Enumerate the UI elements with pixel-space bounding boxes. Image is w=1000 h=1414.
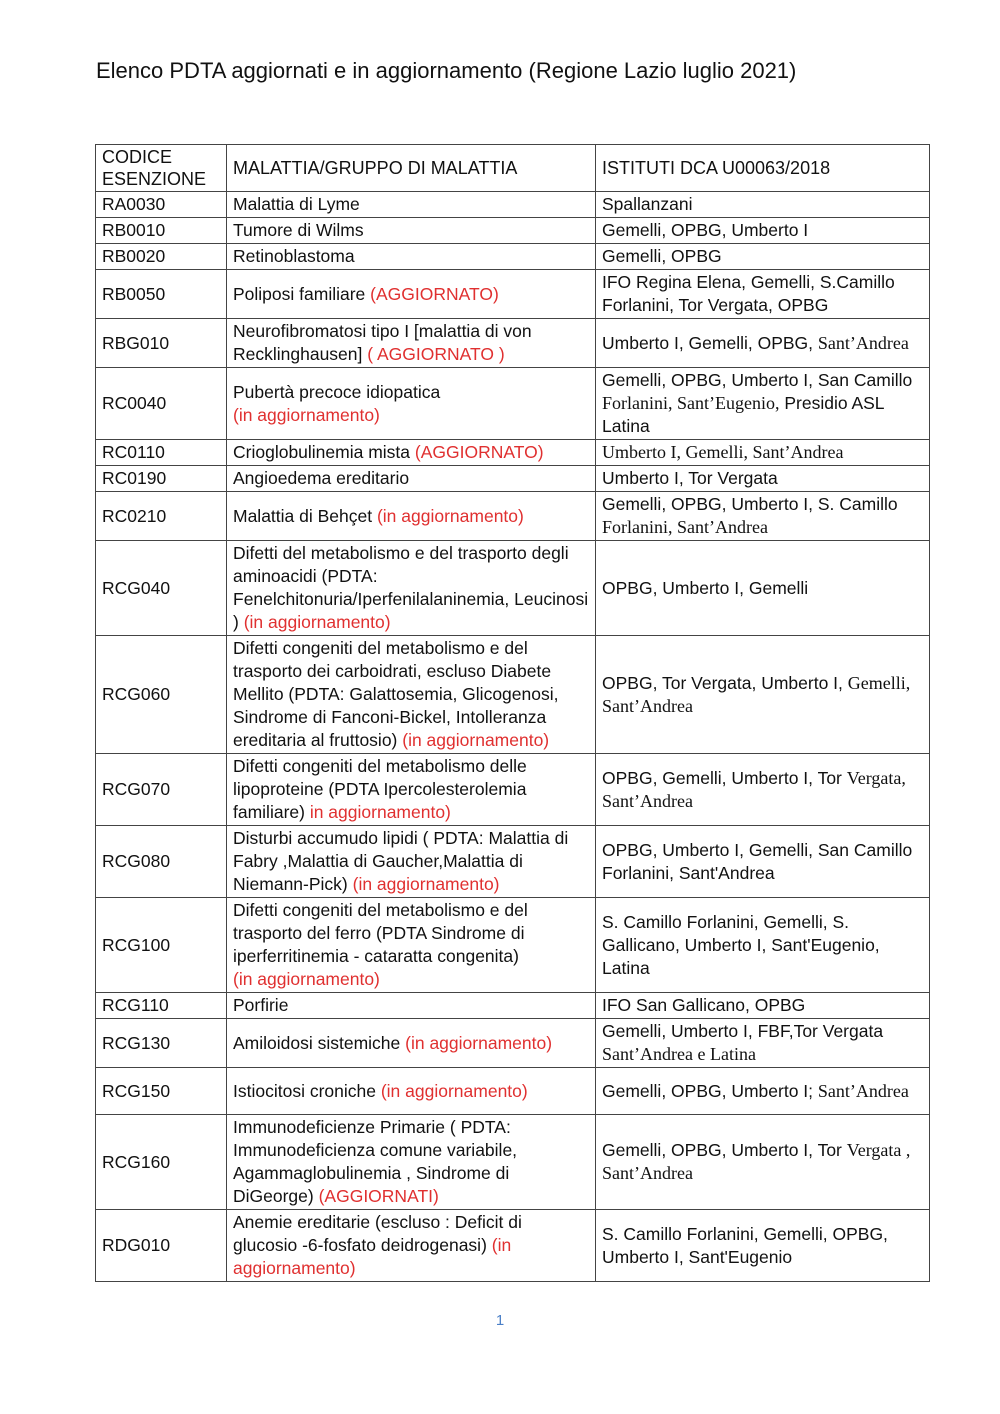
status-label: (in aggiornamento): [376, 505, 524, 526]
cell-codice: RC0190: [96, 466, 227, 492]
cell-malattia: [227, 993, 596, 1019]
disease-name: Neurofibromatosi tipo I [malattia di von Recklinghausen]: [233, 321, 532, 364]
cell-malattia: [227, 754, 596, 826]
cell-codice: RCG060: [96, 636, 227, 754]
table-row: [96, 270, 930, 319]
status-label: (in aggiornamento): [402, 730, 550, 750]
cell-istituti: [596, 993, 930, 1019]
cell-codice: RB0010: [96, 218, 227, 244]
cell-codice: RCG160: [96, 1115, 227, 1210]
table-row: [96, 492, 930, 541]
cell-malattia: [227, 319, 596, 368]
cell-malattia: [227, 898, 596, 993]
institutes-text: Umberto I, Tor Vergata: [602, 468, 778, 488]
cell-codice: RA0030: [96, 192, 227, 218]
cell-codice: RCG130: [96, 1019, 227, 1068]
disease-name: Disturbi accumudo lipidi ( PDTA: Malattia di Fabry ,Malattia di Gaucher,Malattia di Niemann-Pick): [233, 828, 569, 894]
table-row: [96, 1068, 930, 1115]
status-label: (in aggiornamento): [233, 969, 380, 989]
cell-malattia: [227, 218, 596, 244]
cell-malattia: [227, 1068, 596, 1115]
header-code-line2: ESENZIONE: [102, 169, 207, 189]
institutes-text: Sant’Andrea: [817, 332, 909, 353]
cell-istituti: [596, 826, 930, 898]
status-label: (in aggiornamento): [352, 874, 500, 894]
cell-istituti: [596, 541, 930, 636]
institutes-text: Forlanini, Sant’Eugenio,: [602, 393, 780, 413]
cell-codice: RCG150: [96, 1068, 227, 1115]
cell-istituti: [596, 270, 930, 319]
status-label: (in aggiornamento): [233, 404, 380, 425]
table-row: [96, 754, 930, 826]
institutes-text: Umberto I, Gemelli, Sant’Andrea: [602, 442, 844, 462]
institutes-text: OPBG, Gemelli, Umberto I, Tor: [602, 767, 847, 788]
disease-name: Malattia di Lyme: [233, 194, 360, 214]
cell-istituti: [596, 218, 930, 244]
cell-malattia: [227, 1210, 596, 1282]
header-code-line1: CODICE: [102, 147, 173, 167]
disease-name: Tumore di Wilms: [233, 220, 364, 240]
cell-istituti: [596, 440, 930, 466]
cell-malattia: [227, 270, 596, 319]
cell-istituti: [596, 492, 930, 541]
table-row: [96, 368, 930, 440]
cell-istituti: [596, 244, 930, 270]
institutes-text: Sant’Andrea e Latina: [602, 1044, 756, 1064]
institutes-text: OPBG, Umberto I, Gemelli: [602, 577, 809, 598]
institutes-text: Gemelli, OPBG, Umberto I: [602, 220, 809, 240]
institutes-text: Gemelli, Umberto I, FBF,Tor Vergata: [602, 1021, 884, 1041]
cell-codice: RB0020: [96, 244, 227, 270]
disease-name: Difetti congeniti del metabolismo delle lipoproteine (PDTA Ipercolesterolemia familiare): [233, 756, 527, 822]
cell-codice: RCG100: [96, 898, 227, 993]
disease-name: Immunodeficienze Primarie ( PDTA: Immunodeficienza comune variabile, Agammaglobulinemia , Sindrome di DiGeorge): [233, 1117, 518, 1206]
cell-istituti: [596, 1115, 930, 1210]
cell-codice: RC0210: [96, 492, 227, 541]
cell-istituti: [596, 1068, 930, 1115]
cell-codice: RCG070: [96, 754, 227, 826]
status-label: (AGGIORNATO): [370, 283, 499, 304]
cell-istituti: [596, 1210, 930, 1282]
page-number: 1: [495, 1312, 505, 1329]
table-body: [96, 192, 930, 1282]
table-row: [96, 826, 930, 898]
institutes-text: Gemelli, OPBG, Umberto I, San Camillo: [602, 370, 913, 390]
disease-name: Anemie ereditarie (escluso : Deficit di glucosio -6-fosfato deidrogenasi): [233, 1212, 522, 1255]
cell-istituti: [596, 192, 930, 218]
table-row: [96, 192, 930, 218]
cell-istituti: [596, 466, 930, 492]
institutes-text: S. Camillo Forlanini, Gemelli, OPBG, Umberto I, Sant'Eugenio: [602, 1223, 888, 1267]
institutes-text: OPBG, Umberto I, Gemelli, San Camillo Forlanini, Sant'Andrea: [602, 839, 913, 883]
header-istituti: ISTITUTI DCA U00063/2018: [596, 145, 930, 192]
header-codice-esenzione: [96, 145, 227, 192]
status-label: (in aggiornamento): [233, 1235, 512, 1278]
table-row: [96, 1115, 930, 1210]
cell-istituti: [596, 898, 930, 993]
disease-name: Crioglobulinemia mista: [233, 442, 415, 462]
table-row: [96, 1210, 930, 1282]
table-header-row: [96, 145, 930, 192]
cell-istituti: [596, 754, 930, 826]
cell-codice: RC0040: [96, 368, 227, 440]
disease-name: Istiocitosi croniche: [233, 1080, 381, 1101]
disease-name: Malattia di Behçet: [233, 505, 377, 526]
cell-codice: RDG010: [96, 1210, 227, 1282]
table-row: [96, 993, 930, 1019]
institutes-text: Gemelli, Sant’Andrea: [602, 672, 911, 716]
institutes-text: IFO Regina Elena, Gemelli, S.Camillo Forlanini, Tor Vergata, OPBG: [602, 272, 895, 315]
cell-codice: RC0110: [96, 440, 227, 466]
disease-name: Amiloidosi sistemiche: [233, 1032, 406, 1053]
status-label: (in aggiornamento): [243, 612, 391, 632]
cell-codice: RB0050: [96, 270, 227, 319]
disease-name: Difetti congeniti del metabolismo e del trasporto del ferro (PDTA Sindrome di iperferritinemia - cataratta congenita): [233, 900, 528, 966]
table-row: [96, 440, 930, 466]
cell-istituti: [596, 1019, 930, 1068]
cell-malattia: [227, 368, 596, 440]
page-title: Elenco PDTA aggiornati e in aggiornamento (Regione Lazio luglio 2021): [96, 58, 797, 83]
institutes-text: Presidio ASL Latina: [602, 393, 884, 436]
institutes-text: OPBG, Tor Vergata, Umberto I,: [602, 672, 848, 693]
institutes-text: Forlanini, Sant’Andrea: [602, 517, 768, 537]
cell-malattia: [227, 192, 596, 218]
disease-name: Retinoblastoma: [233, 246, 355, 266]
institutes-text: Gemelli, OPBG, Umberto I, Tor: [602, 1140, 847, 1160]
status-label: ( AGGIORNATO ): [367, 344, 505, 364]
cell-codice: RCG080: [96, 826, 227, 898]
table-row: [96, 541, 930, 636]
pdta-table: [95, 144, 930, 1282]
table-row: [96, 898, 930, 993]
disease-name: Pubertà precoce idiopatica: [233, 381, 441, 402]
status-label: (in aggiornamento): [380, 1080, 528, 1101]
disease-name: Difetti del metabolismo e del trasporto degli aminoacidi (PDTA: Fenelchitonuria/Iperfenilalaninemia, Leucinosi ): [233, 543, 589, 632]
cell-malattia: [227, 492, 596, 541]
institutes-text: Umberto I, Gemelli, OPBG,: [602, 332, 818, 353]
table-row: [96, 218, 930, 244]
cell-malattia: [227, 1115, 596, 1210]
disease-name: Porfirie: [233, 995, 289, 1015]
table-row: [96, 244, 930, 270]
cell-codice: RCG040: [96, 541, 227, 636]
cell-istituti: [596, 636, 930, 754]
institutes-text: Gemelli, OPBG, Umberto I;: [602, 1080, 818, 1101]
cell-istituti: [596, 368, 930, 440]
institutes-text: Vergata , Sant’Andrea: [602, 1140, 911, 1183]
institutes-text: IFO San Gallicano, OPBG: [602, 995, 806, 1015]
status-label: (AGGIORNATI): [318, 1186, 439, 1206]
table-row: [96, 1019, 930, 1068]
header-malattia: MALATTIA/GRUPPO DI MALATTIA: [227, 145, 596, 192]
cell-malattia: [227, 466, 596, 492]
cell-malattia: [227, 244, 596, 270]
institutes-text: Gemelli, OPBG: [602, 246, 722, 266]
status-label: in aggiornamento): [309, 802, 451, 822]
cell-malattia: [227, 636, 596, 754]
disease-name: Poliposi familiare: [233, 283, 371, 304]
cell-malattia: [227, 440, 596, 466]
table-row: [96, 466, 930, 492]
institutes-text: Gemelli, OPBG, Umberto I, S. Camillo: [602, 494, 898, 514]
status-label: (in aggiornamento): [405, 1032, 553, 1053]
institutes-text: Sant’Andrea: [817, 1080, 909, 1101]
cell-malattia: [227, 826, 596, 898]
cell-codice: RBG010: [96, 319, 227, 368]
cell-malattia: [227, 1019, 596, 1068]
table-row: [96, 319, 930, 368]
cell-codice: RCG110: [96, 993, 227, 1019]
institutes-text: Vergata, Sant’Andrea: [602, 767, 906, 811]
institutes-text: S. Camillo Forlanini, Gemelli, S. Gallicano, Umberto I, Sant'Eugenio, Latina: [602, 911, 880, 978]
status-label: (AGGIORNATO): [414, 442, 544, 462]
cell-malattia: [227, 541, 596, 636]
cell-istituti: [596, 319, 930, 368]
table-row: [96, 636, 930, 754]
institutes-text: Spallanzani: [602, 194, 693, 214]
disease-name: Angioedema ereditario: [233, 468, 410, 488]
disease-name: Difetti congeniti del metabolismo e del trasporto dei carboidrati, escluso Diabete Mellito (PDTA: Galattosemia, Glicogenosi, Sindrome di Fanconi-Bickel, Intolleranza ereditaria al fruttosio): [233, 638, 559, 750]
